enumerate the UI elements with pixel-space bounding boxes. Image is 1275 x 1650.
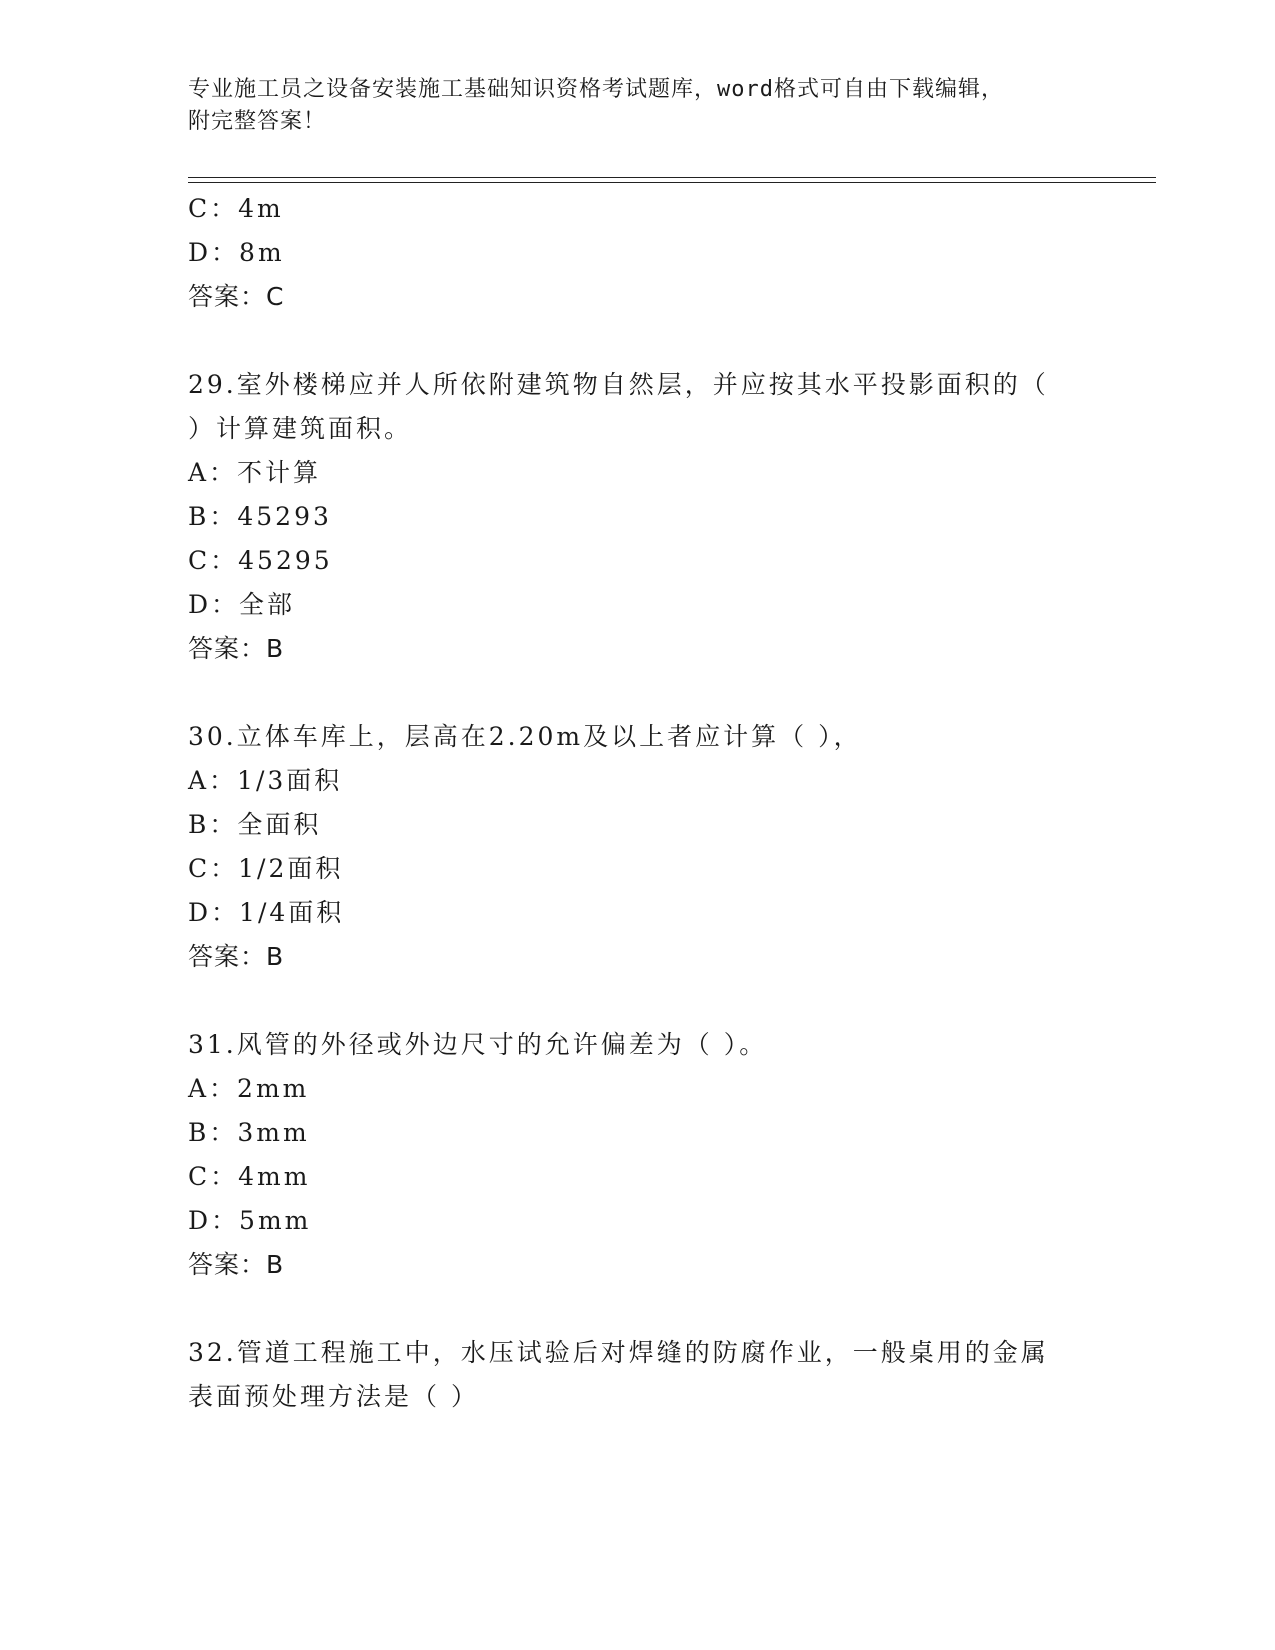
question-31-option-d: D：5mm xyxy=(188,1206,312,1235)
question-30-option-b: B：全面积 xyxy=(188,810,322,839)
document-header xyxy=(188,74,1088,138)
question-31-answer: 答案：B xyxy=(188,1250,285,1279)
question-29-option-b: B：45293 xyxy=(188,502,332,531)
question-30-option-c: C：1/2面积 xyxy=(188,854,344,883)
fragment-option-c: C：4m xyxy=(188,194,284,223)
question-30-option-a: A：1/3面积 xyxy=(188,766,343,795)
question-31-option-c: C：4mm xyxy=(188,1162,311,1191)
question-30-option-d: D：1/4面积 xyxy=(188,898,345,927)
question-31-option-b: B：3mm xyxy=(188,1118,310,1147)
header-line-1: 专业施工员之设备安装施工基础知识资格考试题库，word格式可自由下载编辑， xyxy=(188,77,1004,102)
header-line-2: 附完整答案！ xyxy=(188,109,327,134)
fragment-option-d: D：8m xyxy=(188,238,285,267)
question-30-answer: 答案：B xyxy=(188,942,285,971)
question-29-answer: 答案：B xyxy=(188,634,285,663)
question-32-stem-line-1: 32.管道工程施工中，水压试验后对焊缝的防腐作业，一般桌用的金属 xyxy=(188,1338,1049,1367)
header-divider-bottom xyxy=(188,182,1156,183)
question-32-stem-line-2: 表面预处理方法是（ ） xyxy=(188,1382,479,1411)
question-31-option-a: A：2mm xyxy=(188,1074,310,1103)
question-29-stem-line-1: 29.室外楼梯应并人所依附建筑物自然层，并应按其水平投影面积的（ xyxy=(188,370,1049,399)
fragment-answer: 答案：C xyxy=(188,282,285,311)
question-30-stem-line-1: 30.立体车库上，层高在2.20m及以上者应计算（ ）， xyxy=(188,722,862,751)
question-29-stem-line-2: ）计算建筑面积。 xyxy=(188,414,413,443)
question-29-option-d: D：全部 xyxy=(188,590,296,619)
question-31-stem-line-1: 31.风管的外径或外边尺寸的允许偏差为（ ）。 xyxy=(188,1030,768,1059)
question-29-option-c: C：45295 xyxy=(188,546,333,575)
question-29-option-a: A：不计算 xyxy=(188,458,322,487)
header-divider-top xyxy=(188,177,1156,178)
